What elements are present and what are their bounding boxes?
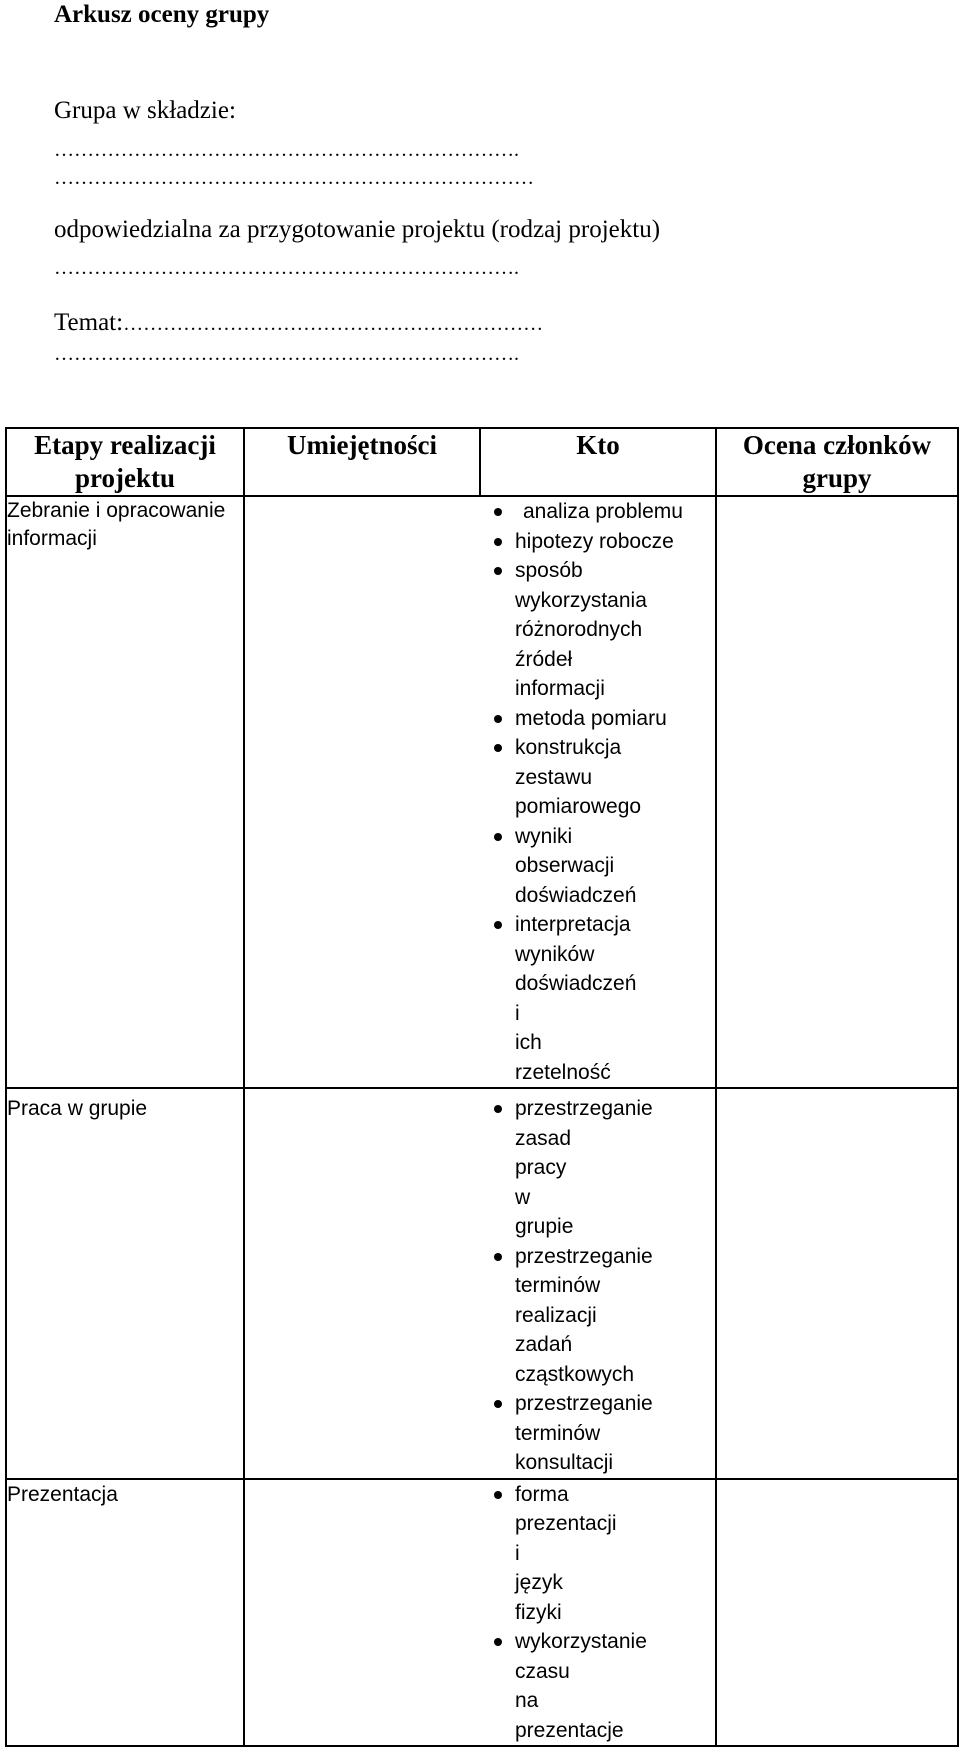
stage-cell: Praca w grupie [6,1088,244,1479]
dots-line: ……………………………………………………………. [54,344,519,364]
header-stages: Etapy realizacji projektu [6,428,244,496]
responsible-label: odpowiedzialna za przygotowanie projektu (rodzaj projektu) [54,216,661,243]
list-item: sposób wykorzystania różnorodnych źródeł informacji [486,556,515,704]
table-row [6,1088,958,1479]
table-row [6,496,958,1088]
stage-cell: Zebranie i opracowanie informacji [6,496,244,1088]
table-header-row [6,428,958,496]
rating-cell[interactable] [716,496,958,1088]
header-rating: Ocena członków grupy [716,428,958,496]
rating-cell[interactable] [716,1088,958,1479]
skills-list [245,1480,715,1746]
header-who: Kto [480,428,716,496]
list-item: wyniki obserwacji doświadczeń [486,822,515,911]
skills-cell [244,1479,716,1747]
skills-list [245,1094,715,1478]
list-item: hipotezy robocze [486,527,715,557]
topic-label: Temat: [54,309,124,336]
stage-cell: Prezentacja [6,1479,244,1747]
list-item: przestrzeganie zasad pracy w grupie [486,1094,515,1242]
document-title: Arkusz oceny grupy [54,1,270,28]
dots-line: ……………………………………………………………. [54,140,519,160]
list-item: interpretacja wyników doświadczeń i ich rzetelność [486,910,515,1087]
list-item: konstrukcja zestawu pomiarowego [486,733,515,822]
list-item: wykorzystanie czasu na prezentacje [486,1627,515,1745]
skills-cell [244,496,716,1088]
topic-dots: ……………………………………………………… [123,313,544,335]
list-item: metoda pomiaru [486,704,715,734]
list-item: analiza problemu [486,497,715,527]
topic-line [54,308,543,339]
group-label: Grupa w składzie: [54,97,236,124]
list-item: przestrzeganie terminów realizacji zadań cząstkowych [486,1242,515,1390]
skills-cell [244,1088,716,1479]
skills-list [245,497,715,1087]
dots-line: ……………………………………………………………. [54,258,519,278]
header-skills: Umiejętności [244,428,480,496]
rating-cell[interactable] [716,1479,958,1747]
list-item: forma prezentacji i język fizyki [486,1480,515,1628]
dots-line: ……………………………………………………………… [54,168,534,188]
list-item: przestrzeganie terminów konsultacji [486,1389,515,1478]
evaluation-table [5,427,959,1747]
table-row [6,1479,958,1747]
